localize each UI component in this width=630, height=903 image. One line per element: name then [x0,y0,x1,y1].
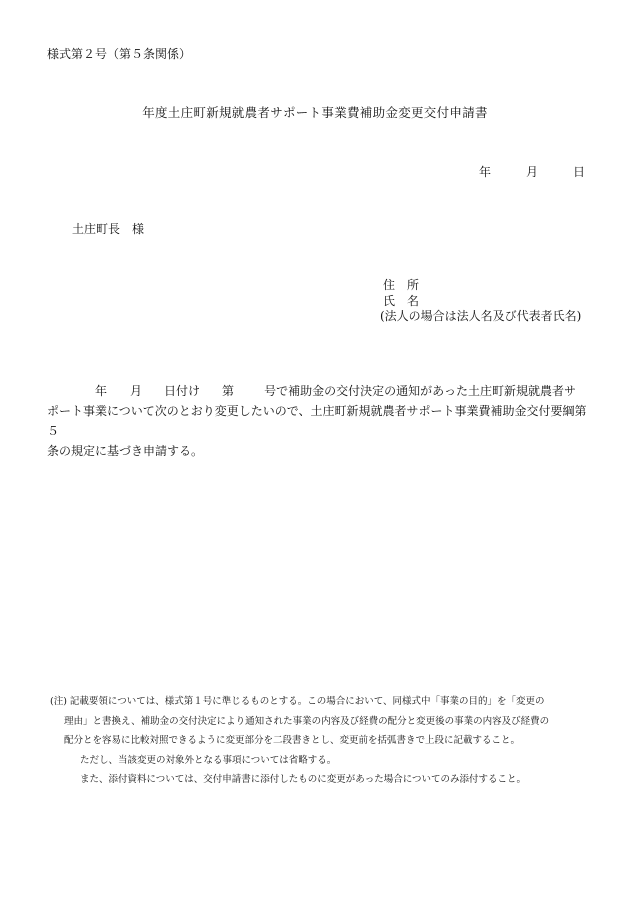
note-line-3: 配分とを容易に比較対照できるように変更部分を二段書きとし、変更前を括弧書きで上段に記載すること。 [64,735,521,746]
addressee [72,220,144,237]
applicant-address-label: 住 所 [383,278,420,292]
note-line-4: ただし、当該変更の対象外となる事項については省略する。 [80,754,337,766]
notes-section [50,692,590,790]
application-body [47,381,587,461]
document-title: 年度土庄町新規就農者サポート事業費補助金変更交付申請書 [142,105,488,120]
body-day-blank: 日付け [164,384,201,398]
body-month-blank: 月 [130,384,143,398]
note-line-5: また、添付資料については、交付申請書に添付したものに変更があった場合についてのみ添付すること。 [80,774,527,785]
body-line-1 [47,381,587,401]
body-year-blank: 年 [95,384,108,398]
body-line-1-rest: 号で補助金の交付決定の通知があった土庄町新規就農者サ [264,384,576,398]
note-line-2: 理由」と書換え、補助金の交付決定により通知された事業の内容及び経費の配分と変更後の事業の内容及び経費の [64,715,550,727]
date-day-label: 日 [573,165,586,179]
body-number-blank: 第 [222,384,235,398]
applicant-name-label: 氏 名 [383,294,420,308]
form-number: 様式第２号（第５条関係） [47,47,192,61]
body-line-2: ポート事業について次のとおり変更したいので、土庄町新規就農者サポート事業費補助金交付要綱第５ [47,404,587,438]
date-month-label: 月 [526,165,539,179]
body-line-3: 条の規定に基づき申請する。 [47,444,204,458]
note-line-1: (注) 記載要領については、様式第１号に準じるものとする。この場合において、同様式中「事業の目的」を「変更の [50,696,545,707]
addressee-honorific: 様 [132,222,145,236]
applicant-corporate-note: (法人の場合は法人名及び代表者氏名) [380,309,582,323]
date-year-label: 年 [479,165,492,179]
addressee-name: 土庄町長 [72,222,121,236]
